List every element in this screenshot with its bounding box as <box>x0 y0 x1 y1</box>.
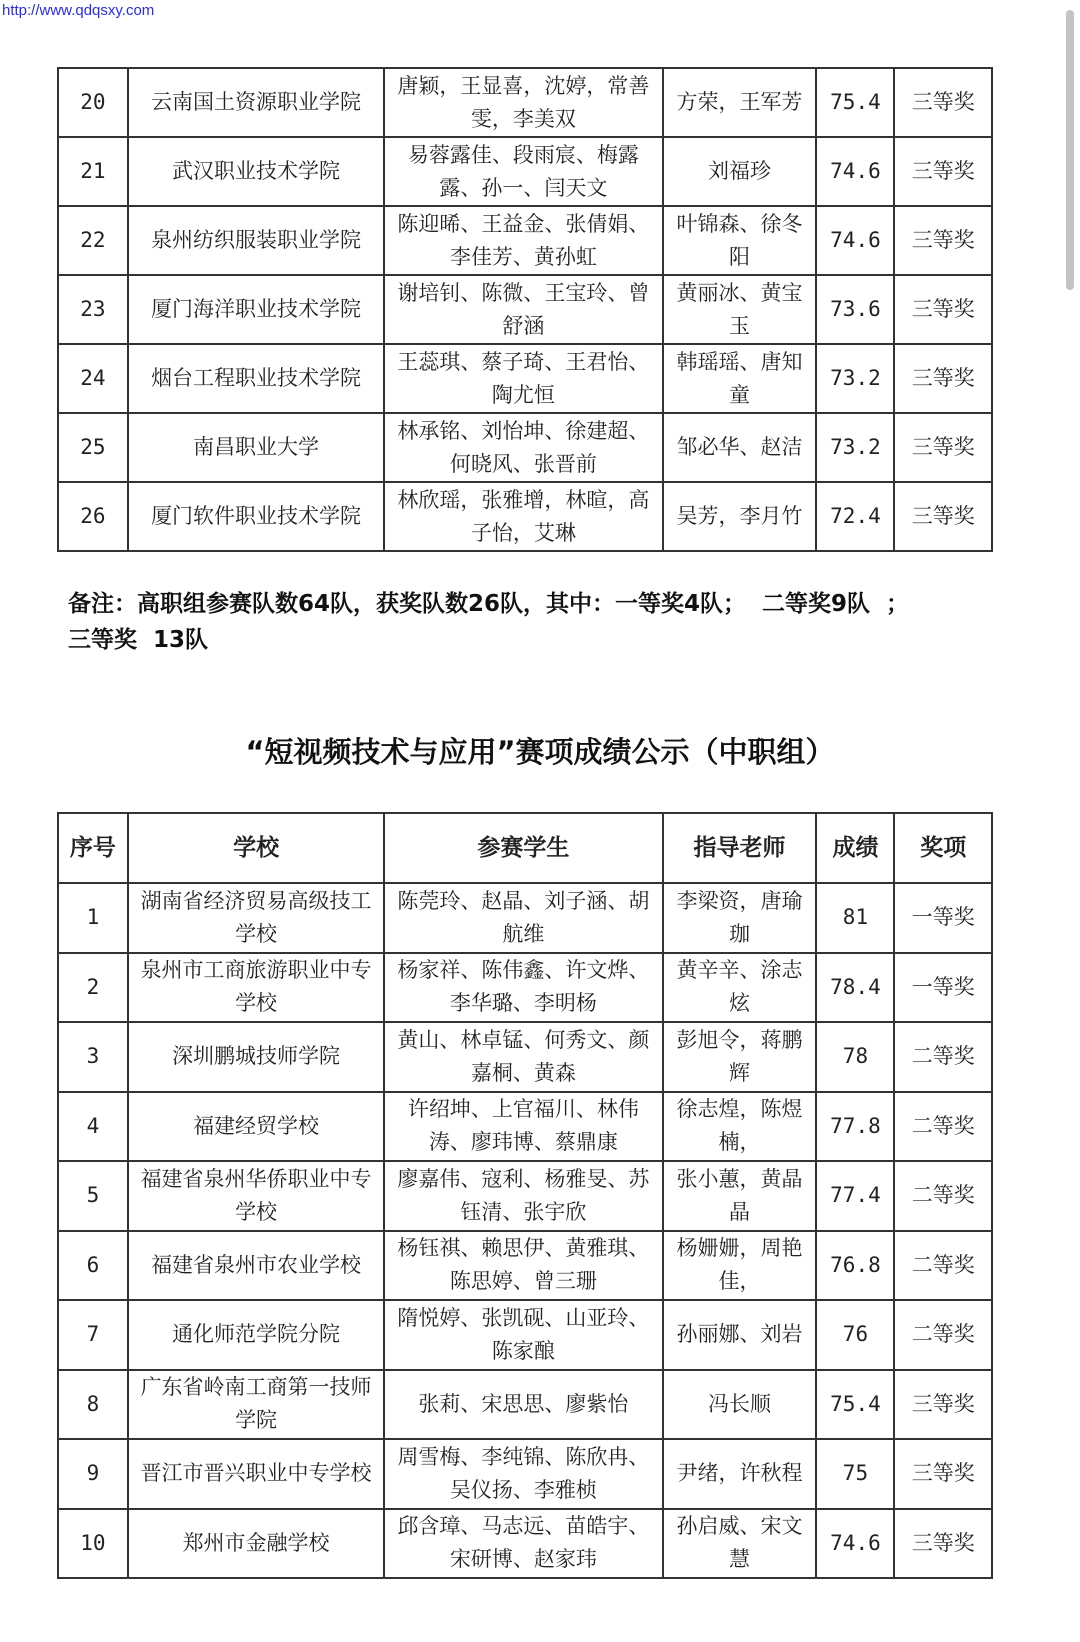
header-no: 序号 <box>58 813 128 883</box>
cell-award: 三等奖 <box>894 413 992 482</box>
cell-no: 1 <box>58 883 128 953</box>
cell-school: 武汉职业技术学院 <box>128 137 385 206</box>
cell-students: 谢培钊、陈微、王宝玲、曾舒涵 <box>384 275 662 344</box>
cell-score: 75.4 <box>816 1370 894 1440</box>
cell-score: 74.6 <box>816 1509 894 1579</box>
cell-award: 三等奖 <box>894 1370 992 1440</box>
cell-score: 75 <box>816 1439 894 1509</box>
awards-note-line1: 备注：高职组参赛队数64队，获奖队数26队，其中：一等奖4队； 二等奖9队 ； <box>68 591 910 617</box>
cell-school: 厦门海洋职业技术学院 <box>128 275 385 344</box>
cell-no: 22 <box>58 206 128 275</box>
cell-school: 晋江市晋兴职业中专学校 <box>128 1439 385 1509</box>
cell-students: 易蓉露佳、段雨宸、梅露露、孙一、闫天文 <box>384 137 662 206</box>
cell-score: 72.4 <box>816 482 894 551</box>
cell-award: 二等奖 <box>894 1161 992 1231</box>
cell-score: 74.6 <box>816 206 894 275</box>
higher-vocational-results-table <box>57 67 993 552</box>
cell-score: 77.4 <box>816 1161 894 1231</box>
cell-no: 24 <box>58 344 128 413</box>
cell-award: 三等奖 <box>894 1439 992 1509</box>
cell-teachers: 尹绪，许秋程 <box>663 1439 817 1509</box>
cell-teachers: 孙丽娜、刘岩 <box>663 1300 817 1370</box>
cell-no: 4 <box>58 1092 128 1162</box>
cell-award: 一等奖 <box>894 953 992 1023</box>
cell-school: 福建经贸学校 <box>128 1092 385 1162</box>
table-row <box>58 1161 992 1231</box>
cell-students: 陈迎晞、王益金、张倩娟、李佳芳、黄孙虹 <box>384 206 662 275</box>
secondary-vocational-results-table <box>57 812 993 1579</box>
cell-no: 26 <box>58 482 128 551</box>
cell-score: 75.4 <box>816 68 894 137</box>
table-row <box>58 482 992 551</box>
cell-no: 21 <box>58 137 128 206</box>
cell-students: 张莉、宋思思、廖紫怡 <box>384 1370 662 1440</box>
cell-students: 杨钰祺、赖思伊、黄雅琪、陈思婷、曾三珊 <box>384 1231 662 1301</box>
header-teachers: 指导老师 <box>663 813 817 883</box>
cell-school: 湖南省经济贸易高级技工学校 <box>128 883 385 953</box>
table-row <box>58 1300 992 1370</box>
cell-school: 深圳鹏城技师学院 <box>128 1022 385 1092</box>
cell-students: 唐颖，王显喜，沈婷，常善雯，李美双 <box>384 68 662 137</box>
cell-award: 三等奖 <box>894 206 992 275</box>
cell-teachers: 冯长顺 <box>663 1370 817 1440</box>
cell-students: 林欣瑶，张雅增，林暄，高子怡，艾琳 <box>384 482 662 551</box>
cell-teachers: 黄辛辛、涂志炫 <box>663 953 817 1023</box>
table-row <box>58 953 992 1023</box>
cell-school: 泉州市工商旅游职业中专学校 <box>128 953 385 1023</box>
cell-no: 9 <box>58 1439 128 1509</box>
cell-students: 周雪梅、李纯锦、陈欣冉、吴仪扬、李雅桢 <box>384 1439 662 1509</box>
cell-students: 廖嘉伟、寇利、杨雅旻、苏钰清、张宇欣 <box>384 1161 662 1231</box>
cell-no: 25 <box>58 413 128 482</box>
cell-award: 二等奖 <box>894 1231 992 1301</box>
cell-score: 73.2 <box>816 344 894 413</box>
cell-no: 10 <box>58 1509 128 1579</box>
cell-teachers: 刘福珍 <box>663 137 817 206</box>
cell-award: 二等奖 <box>894 1022 992 1092</box>
table-row <box>58 413 992 482</box>
cell-award: 三等奖 <box>894 137 992 206</box>
cell-award: 三等奖 <box>894 482 992 551</box>
cell-school: 福建省泉州市农业学校 <box>128 1231 385 1301</box>
cell-score: 74.6 <box>816 137 894 206</box>
table-row <box>58 883 992 953</box>
cell-school: 广东省岭南工商第一技师学院 <box>128 1370 385 1440</box>
cell-no: 20 <box>58 68 128 137</box>
cell-teachers: 方荣，王军芳 <box>663 68 817 137</box>
cell-score: 78.4 <box>816 953 894 1023</box>
cell-no: 8 <box>58 1370 128 1440</box>
cell-teachers: 叶锦森、徐冬阳 <box>663 206 817 275</box>
table-row <box>58 68 992 137</box>
cell-school: 福建省泉州华侨职业中专学校 <box>128 1161 385 1231</box>
table-row <box>58 206 992 275</box>
cell-school: 厦门软件职业技术学院 <box>128 482 385 551</box>
cell-no: 2 <box>58 953 128 1023</box>
cell-no: 6 <box>58 1231 128 1301</box>
cell-award: 三等奖 <box>894 275 992 344</box>
table-row <box>58 1439 992 1509</box>
header-award: 奖项 <box>894 813 992 883</box>
cell-no: 7 <box>58 1300 128 1370</box>
cell-students: 隋悦婷、张凯砚、山亚玲、陈家酿 <box>384 1300 662 1370</box>
table-row <box>58 1509 992 1579</box>
cell-teachers: 李梁资，唐瑜珈 <box>663 883 817 953</box>
cell-score: 73.6 <box>816 275 894 344</box>
header-school: 学校 <box>128 813 385 883</box>
cell-no: 23 <box>58 275 128 344</box>
cell-score: 73.2 <box>816 413 894 482</box>
table-row <box>58 137 992 206</box>
table-row <box>58 1231 992 1301</box>
awards-note-line2: 三等奖 13队 <box>68 627 209 653</box>
cell-teachers: 张小蕙，黄晶晶 <box>663 1161 817 1231</box>
table-row <box>58 1092 992 1162</box>
section-title: “短视频技术与应用”赛项成绩公示（中职组） <box>245 735 835 769</box>
cell-school: 云南国土资源职业学院 <box>128 68 385 137</box>
table-row <box>58 1370 992 1440</box>
cell-award: 二等奖 <box>894 1300 992 1370</box>
cell-school: 南昌职业大学 <box>128 413 385 482</box>
header-students: 参赛学生 <box>384 813 662 883</box>
cell-students: 邱含璋、马志远、苗皓宇、宋研博、赵家玮 <box>384 1509 662 1579</box>
cell-students: 许绍坤、上官福川、林伟涛、廖玮博、蔡鼎康 <box>384 1092 662 1162</box>
cell-award: 三等奖 <box>894 344 992 413</box>
scrollbar[interactable] <box>1064 0 1074 1642</box>
cell-no: 3 <box>58 1022 128 1092</box>
cell-school: 烟台工程职业技术学院 <box>128 344 385 413</box>
cell-score: 78 <box>816 1022 894 1092</box>
cell-teachers: 韩瑶瑶、唐知童 <box>663 344 817 413</box>
cell-teachers: 孙启威、宋文慧 <box>663 1509 817 1579</box>
cell-award: 一等奖 <box>894 883 992 953</box>
cell-teachers: 吴芳，李月竹 <box>663 482 817 551</box>
cell-score: 76.8 <box>816 1231 894 1301</box>
cell-students: 杨家祥、陈伟鑫、许文烨、李华璐、李明杨 <box>384 953 662 1023</box>
cell-students: 黄山、林卓锰、何秀文、颜嘉桐、黄森 <box>384 1022 662 1092</box>
scroll-thumb[interactable] <box>1066 10 1074 290</box>
cell-teachers: 邹必华、赵洁 <box>663 413 817 482</box>
cell-teachers: 彭旭令，蒋鹏辉 <box>663 1022 817 1092</box>
cell-score: 81 <box>816 883 894 953</box>
table-row <box>58 344 992 413</box>
cell-students: 林承铭、刘怡坤、徐建超、何晓风、张晋前 <box>384 413 662 482</box>
cell-award: 三等奖 <box>894 68 992 137</box>
source-url[interactable]: http://www.qdqsxy.com <box>2 2 155 19</box>
cell-score: 77.8 <box>816 1092 894 1162</box>
cell-teachers: 徐志煌，陈煜楠， <box>663 1092 817 1162</box>
table-row <box>58 275 992 344</box>
cell-school: 泉州纺织服装职业学院 <box>128 206 385 275</box>
cell-teachers: 黄丽冰、黄宝玉 <box>663 275 817 344</box>
cell-school: 郑州市金融学校 <box>128 1509 385 1579</box>
cell-score: 76 <box>816 1300 894 1370</box>
cell-no: 5 <box>58 1161 128 1231</box>
header-score: 成绩 <box>816 813 894 883</box>
cell-students: 陈莞玲、赵晶、刘子涵、胡航维 <box>384 883 662 953</box>
cell-school: 通化师范学院分院 <box>128 1300 385 1370</box>
awards-note <box>68 586 988 658</box>
table-row <box>58 1022 992 1092</box>
table-header-row <box>58 813 992 883</box>
cell-students: 王蕊琪、蔡子琦、王君怡、陶尤恒 <box>384 344 662 413</box>
cell-award: 二等奖 <box>894 1092 992 1162</box>
cell-teachers: 杨姗姗，周艳佳， <box>663 1231 817 1301</box>
cell-award: 三等奖 <box>894 1509 992 1579</box>
